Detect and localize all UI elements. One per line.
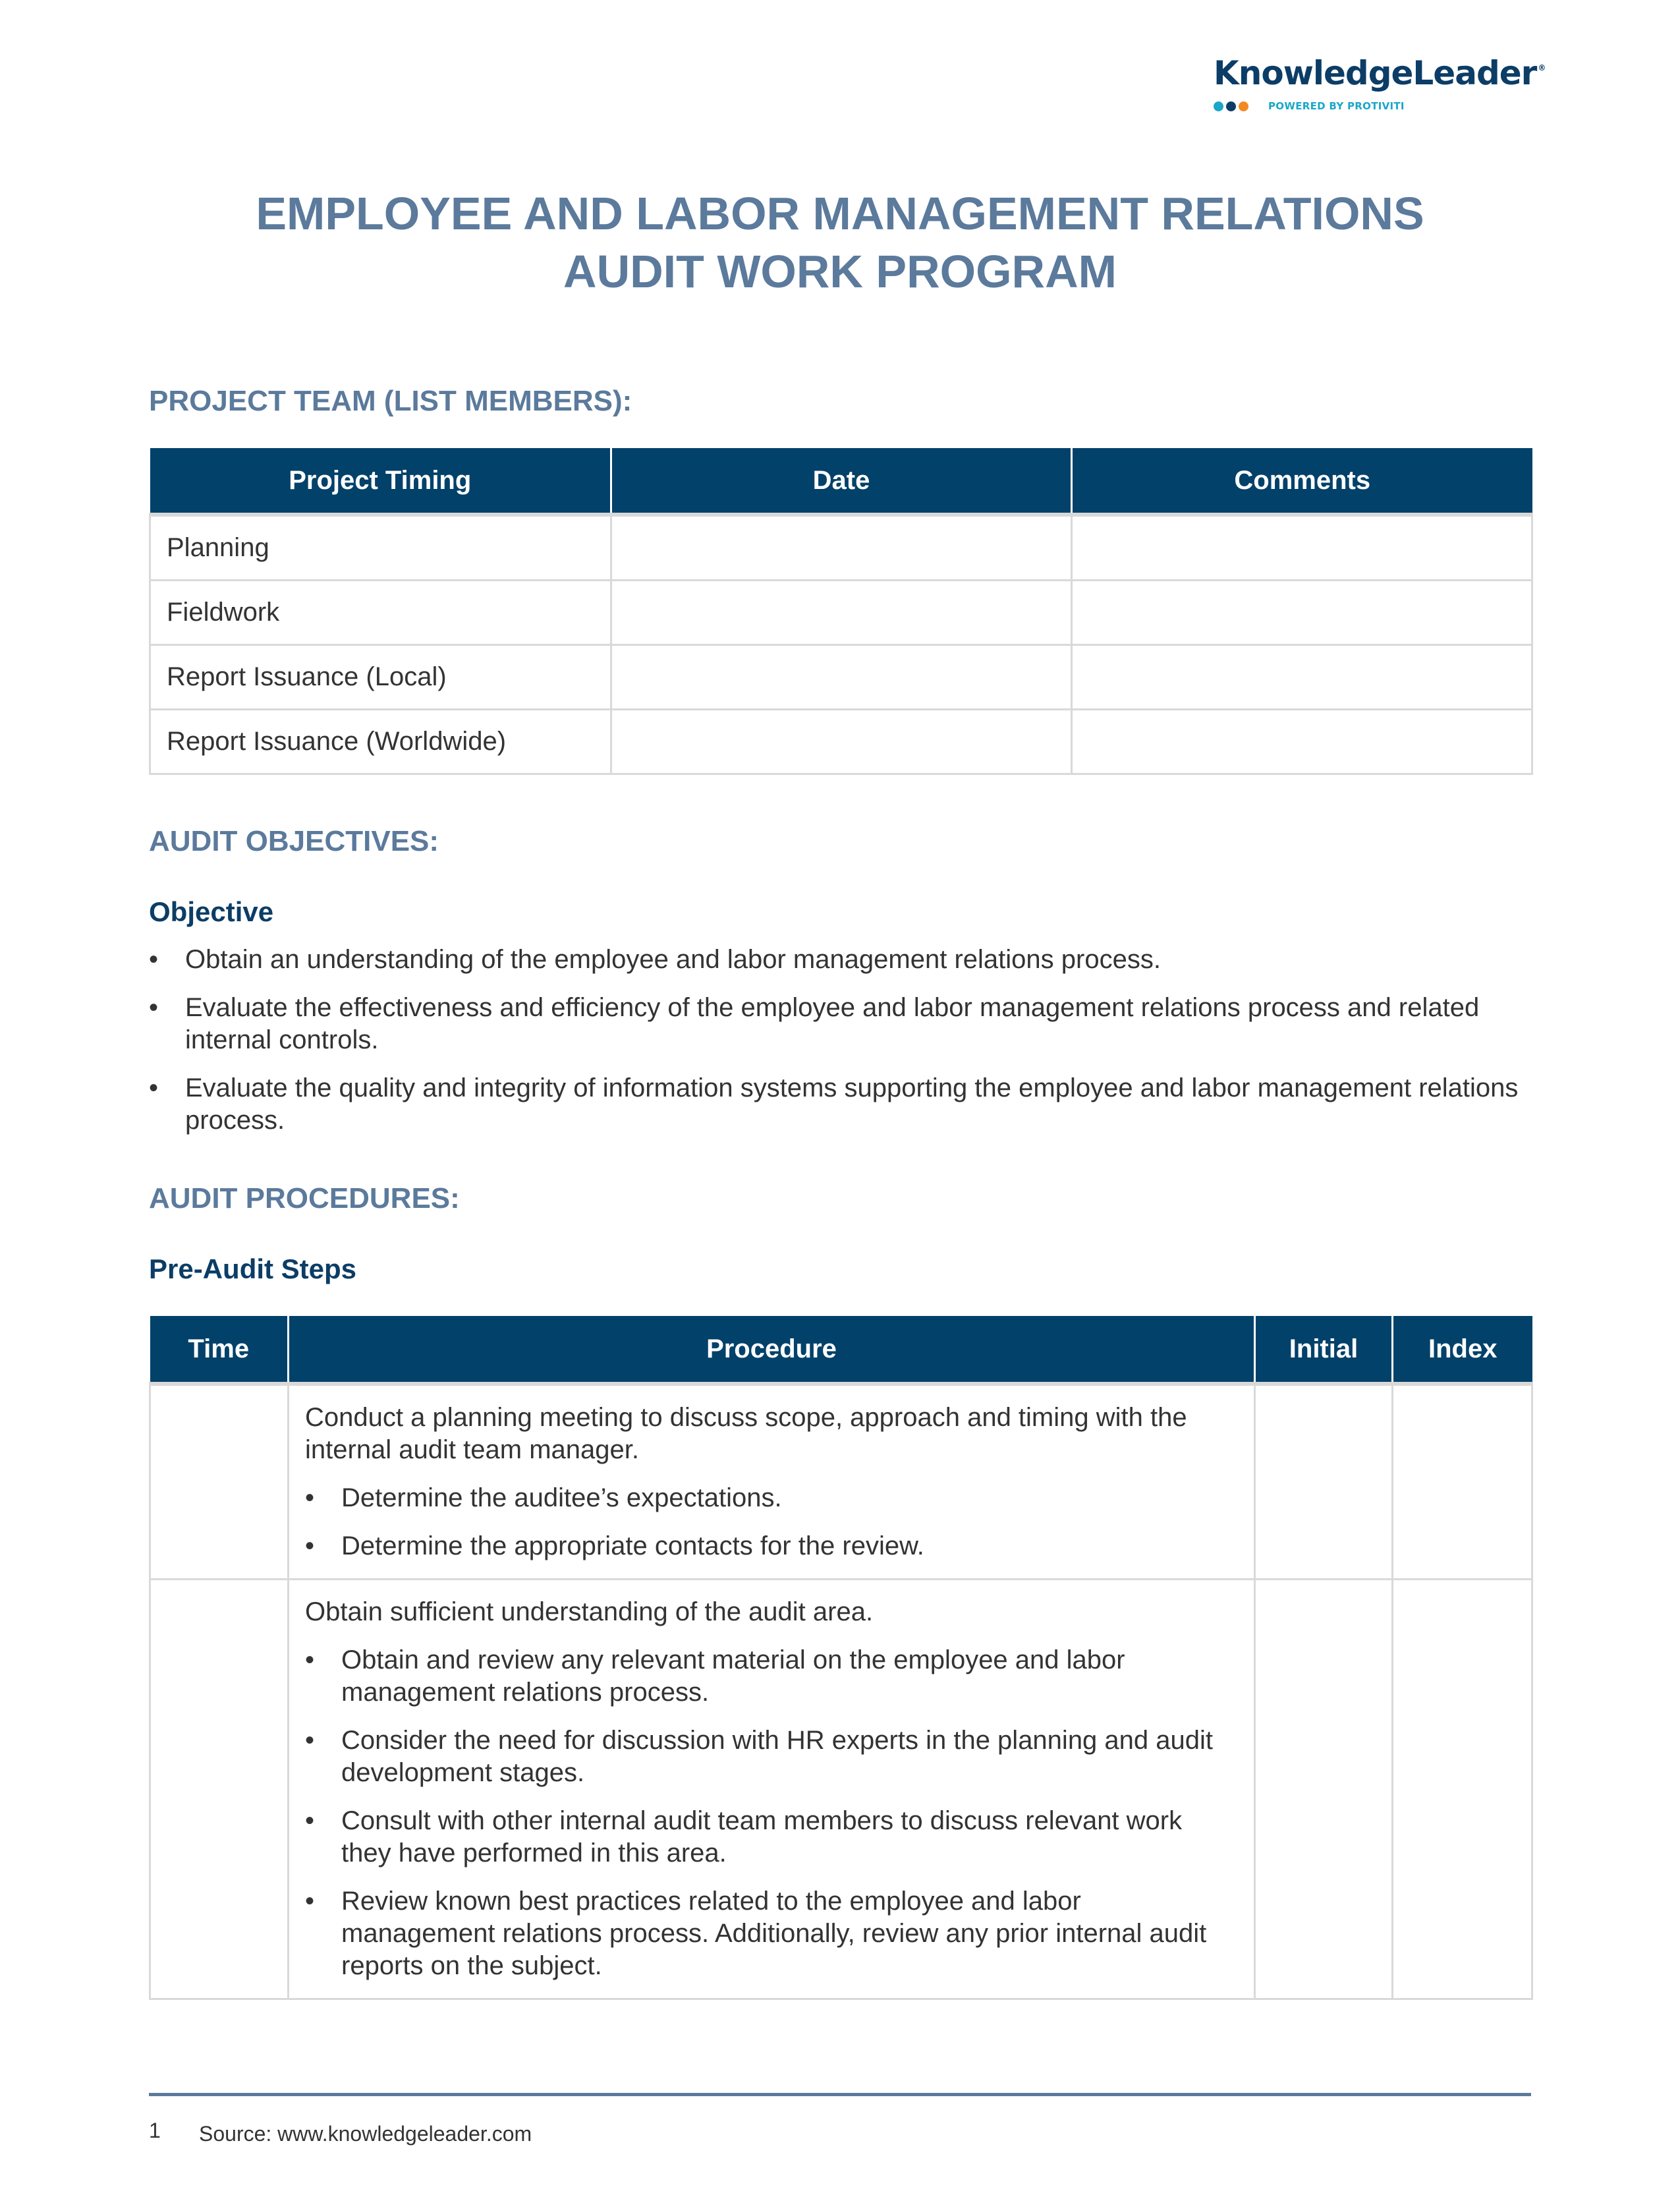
list-item bbox=[305, 1805, 1227, 1869]
procedure-step-text: Determine the auditee’s expectations. bbox=[341, 1483, 782, 1512]
time-cell[interactable] bbox=[150, 1384, 289, 1580]
pre-audit-steps-table bbox=[149, 1316, 1533, 2000]
list-item bbox=[149, 944, 1531, 976]
objectives-list bbox=[149, 944, 1531, 1153]
procedure-intro: Conduct a planning meeting to discuss scope, approach and timing with the internal audit team manager. bbox=[305, 1403, 1187, 1464]
table-header-row bbox=[150, 1316, 1532, 1384]
bullet-icon: • bbox=[305, 1726, 315, 1755]
bullet-icon: • bbox=[305, 1887, 315, 1916]
project-timing-table bbox=[149, 448, 1533, 775]
table-row bbox=[150, 1580, 1532, 1999]
table-row bbox=[150, 645, 1532, 710]
footer-source: Source: www.knowledgeleader.com bbox=[199, 2122, 532, 2146]
initial-cell[interactable] bbox=[1255, 1384, 1393, 1580]
project-team-heading: PROJECT TEAM (LIST MEMBERS): bbox=[149, 385, 632, 417]
table-header-row bbox=[150, 448, 1532, 515]
comments-cell[interactable] bbox=[1072, 710, 1532, 774]
table-row bbox=[150, 515, 1532, 581]
bullet-icon: • bbox=[305, 1645, 315, 1674]
list-item bbox=[149, 992, 1531, 1056]
initial-cell[interactable] bbox=[1255, 1580, 1393, 1999]
list-item bbox=[305, 1644, 1227, 1709]
column-header-date: Date bbox=[611, 448, 1072, 515]
page-number: 1 bbox=[149, 2119, 161, 2142]
list-item bbox=[305, 1482, 1227, 1514]
objective-subheading: Objective bbox=[149, 896, 274, 927]
logo-dot-teal-icon bbox=[1214, 101, 1223, 111]
column-header-comments: Comments bbox=[1072, 448, 1532, 515]
date-cell[interactable] bbox=[611, 581, 1072, 645]
list-item bbox=[305, 1530, 1227, 1562]
column-header-project-timing: Project Timing bbox=[150, 448, 611, 515]
table-row bbox=[150, 710, 1532, 774]
date-cell[interactable] bbox=[611, 645, 1072, 710]
column-header-initial: Initial bbox=[1255, 1316, 1393, 1384]
logo-dot-orange-icon bbox=[1239, 101, 1248, 111]
bullet-icon: • bbox=[149, 945, 159, 974]
comments-cell[interactable] bbox=[1072, 581, 1532, 645]
list-item bbox=[149, 1072, 1531, 1137]
index-cell[interactable] bbox=[1393, 1384, 1532, 1580]
comments-cell[interactable] bbox=[1072, 645, 1532, 710]
objective-text: Evaluate the quality and integrity of information systems supporting the employee and labor management relations process. bbox=[185, 1073, 1519, 1135]
title-line-1: EMPLOYEE AND LABOR MANAGEMENT RELATIONS bbox=[256, 188, 1424, 239]
logo-tagline: POWERED BY PROTIVITI bbox=[1268, 100, 1405, 112]
timing-cell: Report Issuance (Worldwide) bbox=[150, 710, 611, 774]
bullet-icon: • bbox=[305, 1531, 315, 1560]
bullet-icon: • bbox=[305, 1806, 315, 1835]
column-header-procedure: Procedure bbox=[289, 1316, 1255, 1384]
index-cell[interactable] bbox=[1393, 1580, 1532, 1999]
column-header-time: Time bbox=[150, 1316, 289, 1384]
date-cell[interactable] bbox=[611, 710, 1072, 774]
procedure-intro: Obtain sufficient understanding of the audit area. bbox=[305, 1597, 874, 1626]
timing-cell: Report Issuance (Local) bbox=[150, 645, 611, 710]
bullet-icon: • bbox=[149, 993, 159, 1022]
procedure-step-text: Determine the appropriate contacts for the review. bbox=[341, 1531, 924, 1560]
logo-wordmark: KnowledgeLeader bbox=[1214, 54, 1537, 92]
knowledgeleader-logo bbox=[1214, 54, 1546, 112]
bullet-icon: • bbox=[149, 1073, 159, 1102]
procedure-step-text: Obtain and review any relevant material on the employee and labor management relations process. bbox=[341, 1645, 1125, 1707]
procedure-cell bbox=[289, 1580, 1255, 1999]
footer-divider bbox=[149, 2093, 1531, 2096]
audit-procedures-heading: AUDIT PROCEDURES: bbox=[149, 1182, 460, 1214]
timing-cell: Fieldwork bbox=[150, 581, 611, 645]
table-row bbox=[150, 581, 1532, 645]
bullet-icon: • bbox=[305, 1483, 315, 1512]
procedure-step-text: Review known best practices related to the employee and labor management relations process. Additionally, review any prior internal audit reports on the subject. bbox=[341, 1887, 1207, 1980]
pre-audit-steps-subheading: Pre-Audit Steps bbox=[149, 1253, 357, 1284]
objective-text: Evaluate the effectiveness and efficiency of the employee and labor management relations process and related internal controls. bbox=[185, 993, 1480, 1054]
date-cell[interactable] bbox=[611, 515, 1072, 581]
comments-cell[interactable] bbox=[1072, 515, 1532, 581]
procedure-step-text: Consult with other internal audit team members to discuss relevant work they have performed in this area. bbox=[341, 1806, 1183, 1868]
column-header-index: Index bbox=[1393, 1316, 1532, 1384]
document-title bbox=[0, 185, 1680, 300]
logo-dot-navy-icon bbox=[1226, 101, 1236, 111]
objective-text: Obtain an understanding of the employee and labor management relations process. bbox=[185, 945, 1161, 974]
timing-cell: Planning bbox=[150, 515, 611, 581]
list-item bbox=[305, 1725, 1227, 1789]
title-line-2: AUDIT WORK PROGRAM bbox=[563, 246, 1117, 297]
list-item bbox=[305, 1885, 1227, 1982]
registered-mark: ® bbox=[1538, 63, 1546, 72]
time-cell[interactable] bbox=[150, 1580, 289, 1999]
audit-objectives-heading: AUDIT OBJECTIVES: bbox=[149, 825, 439, 857]
procedure-cell bbox=[289, 1384, 1255, 1580]
table-row bbox=[150, 1384, 1532, 1580]
procedure-step-text: Consider the need for discussion with HR experts in the planning and audit development stages. bbox=[341, 1726, 1214, 1787]
